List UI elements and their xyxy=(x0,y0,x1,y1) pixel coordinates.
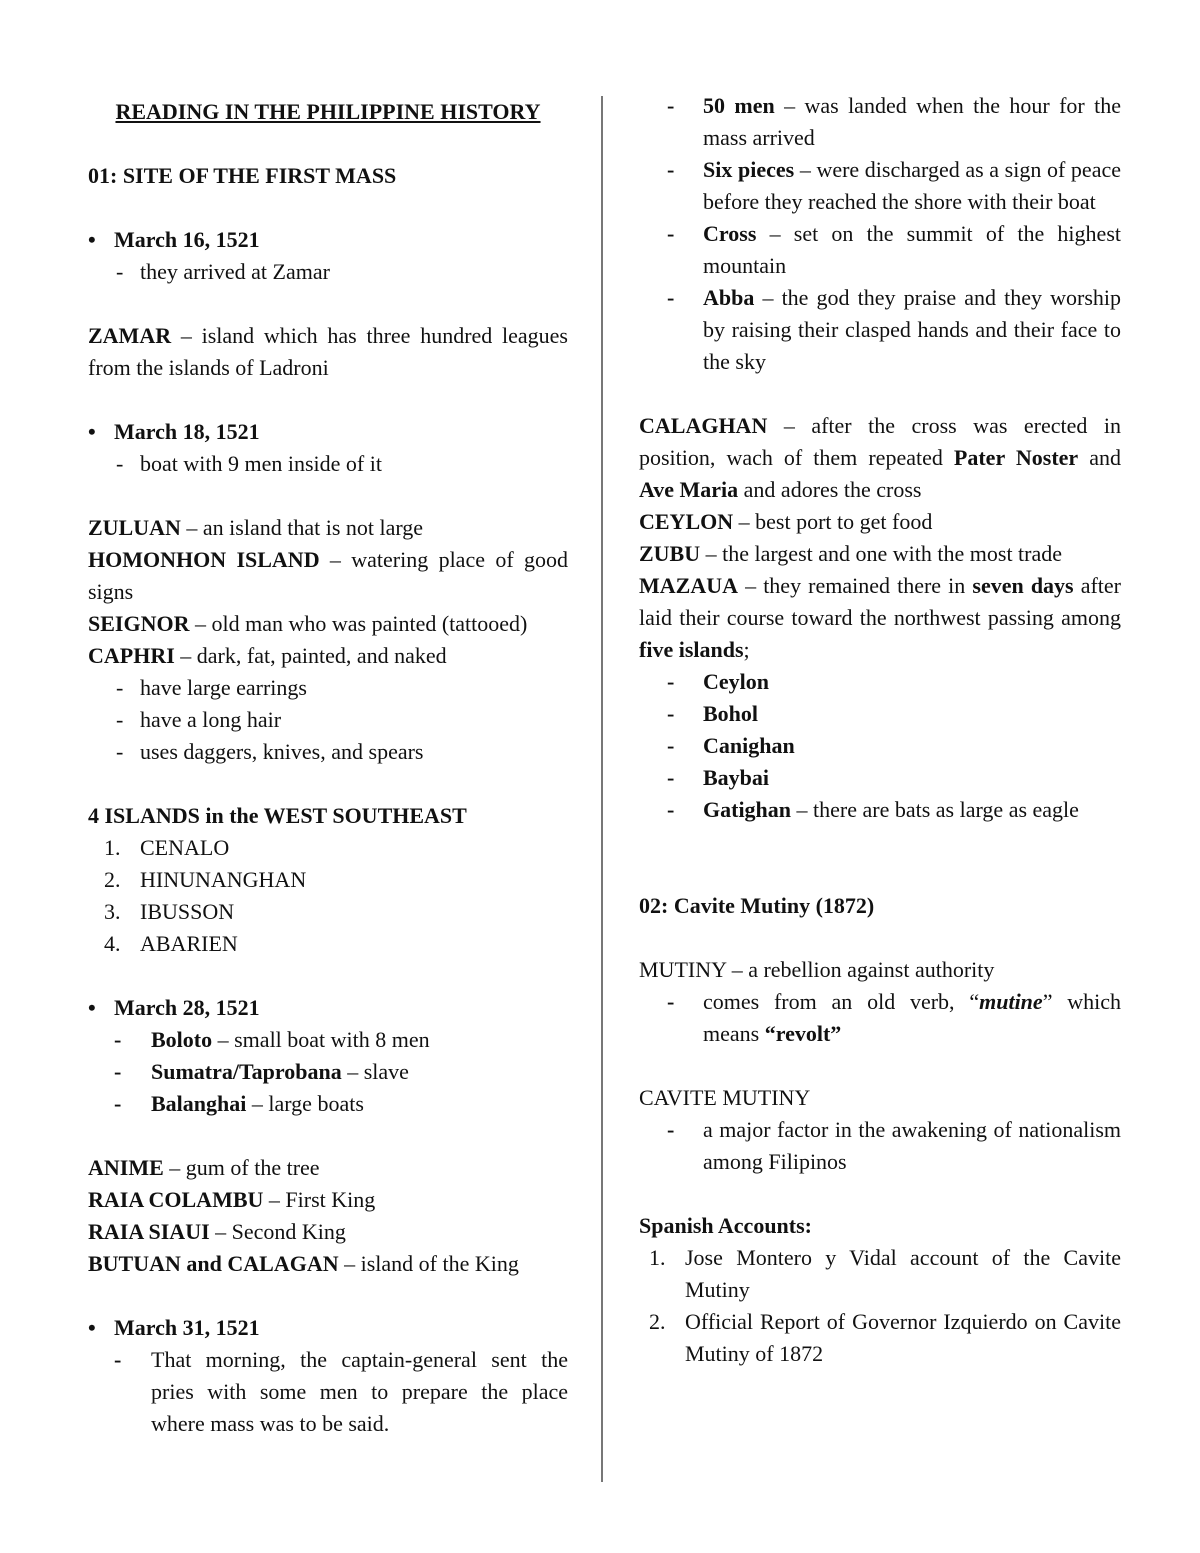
term: SEIGNOR xyxy=(88,611,190,636)
definition-raia-siaui xyxy=(88,1216,568,1248)
definition-homonhon xyxy=(88,544,568,608)
spanish-accounts-heading: Spanish Accounts: xyxy=(639,1213,813,1238)
left-column xyxy=(88,90,568,1440)
definition-zuluan xyxy=(88,512,568,544)
list-item: - Sumatra/Taprobana – slave xyxy=(88,1056,568,1088)
definition-mutiny: MUTINY – a rebellion against authority xyxy=(639,957,995,982)
list-item: - boat with 9 men inside of it xyxy=(88,448,568,480)
date-march-16: • March 16, 1521 xyxy=(88,224,568,256)
list-item: - have large earrings xyxy=(88,672,568,704)
section-heading-cavite-mutiny: 02: Cavite Mutiny (1872) xyxy=(639,893,875,918)
term: RAIA SIAUI xyxy=(88,1219,210,1244)
definition-zamar xyxy=(88,320,568,384)
definition-calaghan: CALAGHAN – after the cross was erected in position, wach of them repeated Pater Noster and Ave Maria and adores the cross xyxy=(639,413,1122,502)
date-march-28: • March 28, 1521 xyxy=(88,992,568,1024)
definition-raia-colambu xyxy=(88,1184,568,1216)
definition-zubu: ZUBU – the largest and one with the most trade xyxy=(639,541,1063,566)
definition-anime xyxy=(88,1152,568,1184)
definition-ceylon: CEYLON – best port to get food xyxy=(639,509,933,534)
date-march-18: • March 18, 1521 xyxy=(88,416,568,448)
list-item: - Canighan xyxy=(639,730,1121,762)
list-item: - they arrived at Zamar xyxy=(88,256,568,288)
definition-text: – First King xyxy=(263,1187,376,1212)
definition-text: – an island that is not large xyxy=(180,515,424,540)
list-item: - Baybai xyxy=(639,762,1121,794)
islands-heading: 4 ISLANDS in the WEST SOUTHEAST xyxy=(88,803,467,828)
list-item: 2. HINUNANGHAN xyxy=(104,867,307,892)
term: ANIME xyxy=(88,1155,164,1180)
column-divider xyxy=(601,96,603,1482)
term: HOMONHON ISLAND xyxy=(88,547,320,572)
list-item: 2. Official Report of Governor Izquierdo on Cavite Mutiny of 1872 xyxy=(649,1309,1121,1366)
cavite-mutiny-heading: CAVITE MUTINY xyxy=(639,1085,811,1110)
list-item: - Bohol xyxy=(639,698,1121,730)
section-heading-first-mass: 01: SITE OF THE FIRST MASS xyxy=(88,163,397,188)
list-item: - Boloto – small boat with 8 men xyxy=(88,1024,568,1056)
term: RAIA COLAMBU xyxy=(88,1187,264,1212)
list-item: 1. Jose Montero y Vidal account of the Cavite Mutiny xyxy=(649,1245,1121,1302)
definition-seignor xyxy=(88,608,568,640)
list-item: 4. ABARIEN xyxy=(104,931,238,956)
list-item: - Abba – the god they praise and they worship by raising their clasped hands and their face to the sky xyxy=(639,282,1121,378)
term: ZAMAR xyxy=(88,323,172,348)
list-item: 1. CENALO xyxy=(104,835,230,860)
definition-caphri xyxy=(88,640,568,672)
definition-text: – dark, fat, painted, and naked xyxy=(174,643,447,668)
date-march-31: • March 31, 1521 xyxy=(88,1312,568,1344)
right-column xyxy=(639,90,1121,1370)
definition-text: – island which has three hundred leagues from the islands of Ladroni xyxy=(88,323,568,380)
definition-text: – gum of the tree xyxy=(163,1155,320,1180)
term: BUTUAN and CALAGAN xyxy=(88,1251,339,1276)
list-item: - Ceylon xyxy=(639,666,1121,698)
list-item: 3. IBUSSON xyxy=(104,899,235,924)
definition-text: – watering place of good signs xyxy=(88,547,568,604)
list-item: - That morning, the captain-general sent the pries with some men to prepare the place where mass was to be said. xyxy=(88,1344,568,1440)
list-item: - Balanghai – large boats xyxy=(88,1088,568,1120)
list-item: - Cross – set on the summit of the highest mountain xyxy=(639,218,1121,282)
definition-text: – old man who was painted (tattooed) xyxy=(189,611,528,636)
definition-mazaua: MAZAUA – they remained there in seven days after laid their course toward the northwest passing among five islands; xyxy=(639,573,1121,662)
list-item: - uses daggers, knives, and spears xyxy=(88,736,568,768)
list-item: - a major factor in the awakening of nationalism among Filipinos xyxy=(639,1114,1121,1178)
definition-butuan-calagan xyxy=(88,1248,568,1280)
term: ZULUAN xyxy=(88,515,181,540)
list-item: - Gatighan – there are bats as large as eagle xyxy=(639,794,1121,826)
definition-text: – island of the King xyxy=(338,1251,519,1276)
definition-text: – Second King xyxy=(209,1219,346,1244)
list-item: - 50 men – was landed when the hour for the mass arrived xyxy=(639,90,1121,154)
document-title: READING IN THE PHILIPPINE HISTORY xyxy=(115,99,541,124)
list-item: - Six pieces – were discharged as a sign of peace before they reached the shore with their boat xyxy=(639,154,1121,218)
list-item: - have a long hair xyxy=(88,704,568,736)
term: CAPHRI xyxy=(88,643,175,668)
list-item: - comes from an old verb, “mutine” which means “revolt” xyxy=(639,986,1121,1050)
